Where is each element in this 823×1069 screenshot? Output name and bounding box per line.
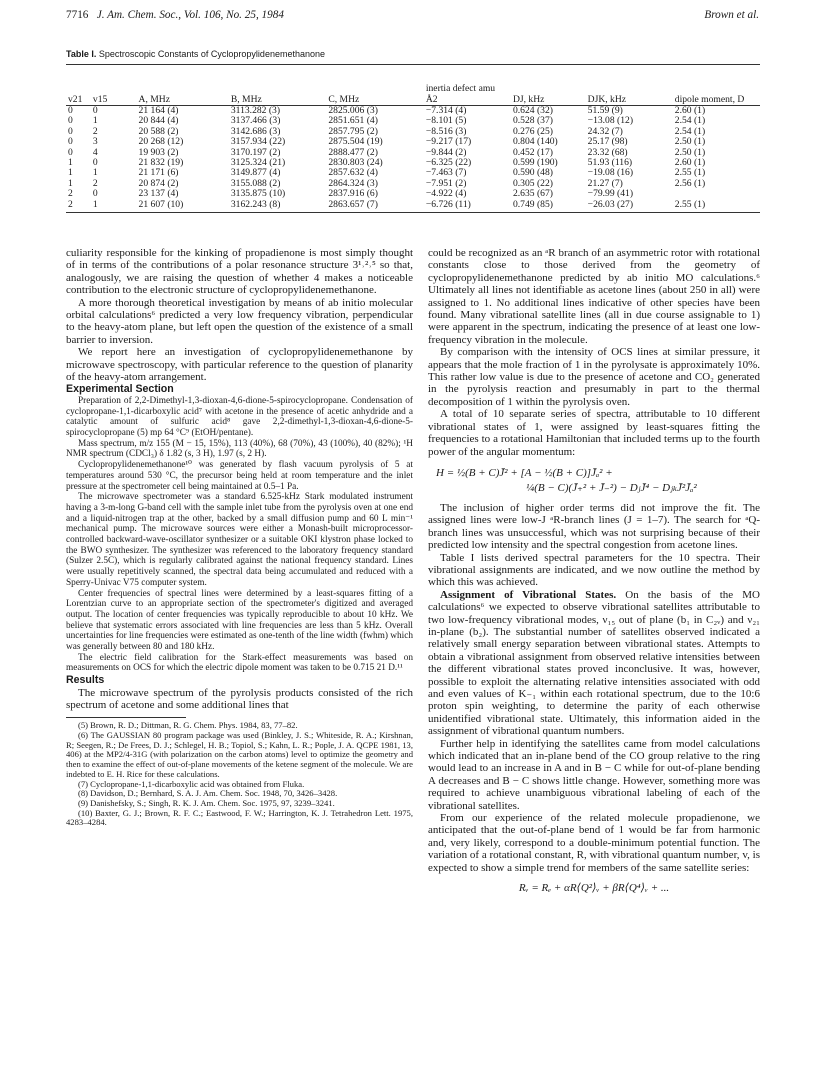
table-cell: 3125.324 (21) (230, 157, 286, 169)
table-cell: 0.624 (32) (512, 105, 553, 116)
table-cell: 2888.477 (2) (328, 146, 378, 158)
table-header-cell: dipole moment, D (673, 65, 760, 106)
paragraph: Center frequencies of spectral lines were determined by a least-squares fitting of a Lorentzian curve to an appropriate section of the spectrometer's digitized and averaged output. The location of center frequencies was typically reproducible to about 10 kHz. We believe that systematic errors associated with line frequencies are less than 5 kHz. Overall uncertainties for line frequencies were estimated as one-tenth of the line width (fwhm) which was generally between 80 and 180 kHz. (66, 588, 413, 653)
table-caption-text: Spectroscopic Constants of Cyclopropylidenemethanone (98, 49, 325, 59)
paragraph: From our experience of the related molecule propadienone, we anticipated that the out-of-plane bend of 1 would be far from harmonic and, very likely, correspond to a double-minimum potential function. The variation of a rotational constant, R, with vibrational quantum number, v, is expected to show a simple trend for members of the same satellite series: (428, 812, 760, 874)
table-cell: 24.32 (7) (587, 125, 623, 137)
table-cell: 0.305 (22) (512, 177, 553, 189)
paragraph (428, 589, 760, 738)
table-cell: 23 137 (4) (138, 188, 179, 200)
table-cell: 2.54 (1) (674, 115, 706, 127)
page-number: 7716 (66, 9, 89, 21)
table-cell: 4 (92, 146, 98, 158)
table-cell: 2825.006 (3) (328, 105, 378, 116)
table-body (66, 106, 760, 213)
running-header (66, 9, 759, 25)
equation-line: H = ½(B + C)J̄² + [A − ½(B + C)]J̄ₐ² + (436, 466, 613, 479)
footnote: (9) Danishefsky, S.; Singh, R. K. J. Am. Chem. Soc. 1975, 97, 3239–3241. (78, 798, 335, 808)
footnote: (6) The GAUSSIAN 80 program package was used (Binkley, J. S.; Whiteside, R. A.; Kirshnan, R; Seegen, R.; De Frees, D. J.; Schlegel, H. B.; Topiol, S.; Kahn, L. R.; Pople, J. A. QCPE 1981, 13, 406) at the MP2/4-31G (with polarization on the carbon atoms) level to optimize the geometry and then to examine the effect of out-of-plane movements of the ketene segment of the molecule. We are indebted to E. H. Rice for these calculations. (66, 730, 413, 779)
table-cell: 3157.934 (22) (230, 136, 286, 148)
table-cell: 3155.088 (2) (230, 177, 281, 189)
table-cell: 3149.877 (4) (230, 167, 281, 179)
table-cell: 19 903 (2) (138, 146, 179, 158)
right-column (428, 247, 760, 895)
table-cell: 0 (68, 136, 73, 148)
table-cell: 2.56 (1) (674, 177, 706, 189)
table-cell: 3170.197 (2) (230, 146, 281, 158)
table-cell: 20 588 (2) (138, 125, 179, 137)
table-cell: 0 (92, 157, 98, 169)
table-cell: 2.54 (1) (674, 125, 706, 137)
table-cell: 0.452 (17) (512, 146, 553, 158)
table-cell: 51.59 (9) (587, 105, 623, 116)
table-cell: 0.590 (48) (512, 167, 553, 179)
table-cell: 2 (92, 125, 98, 137)
table-cell: 3162.243 (8) (229, 200, 327, 213)
table-header-cell: B, MHz (229, 65, 327, 106)
table-cell: 3113.282 (3) (230, 105, 281, 116)
table-cell: 3 (92, 136, 98, 148)
paragraph-text: On the basis of the MO calculations⁶ we expected to observe vibrational satellites attributable to two low-frequency vibrational modes, ν₁₅ out of plane (b₁ in C₂ᵥ) and ν₂₁ in-plane (b₂). The substantial number of satellites observed indicated a relatively small energy separation between vibrational states. Attempts to obtain a vibrational assignment from observed relative intensities between the different vibrational states proved inconclusive. It was, however, possible to exploit the alternating relative intensities associated with odd and even values of K₋₁ within each rotational spectrum, due to the 10:6 proton spin weighting, to determine the parity of each otherwise unidentified vibrational state. Ultimately, this information aided in the assignment of vibrational quantum numbers. (428, 588, 760, 738)
table-cell: 1 (68, 157, 73, 169)
table-caption (66, 49, 325, 59)
table-cell: 1 (68, 167, 73, 179)
table-cell: 0.599 (190) (512, 157, 558, 169)
table-cell: 51.93 (116) (587, 157, 633, 169)
equation-line: ¼(B − C)(J̄₊² + J̄₋²) − DⱼJ̄⁴ − DⱼₖJ̄²J̄ₐ² (526, 481, 697, 494)
paragraph: A total of 10 separate series of spectra, attributable to 10 different vibrational states of 1, were assigned by least-squares fitting the frequencies to a rotational Hamiltonian that included terms up to the fourth power of the angular momentum: (428, 408, 760, 458)
paragraph: A more thorough theoretical investigation by means of ab initio molecular orbital calculations⁶ predicted a very low frequency vibration, perpendicular to the heavy-atom plane, but left open the question of the existence of a small barrier to inversion. (66, 296, 413, 346)
table-cell: 2 (68, 188, 73, 200)
rotational-constant-equation: Rᵥ = Rₑ + αR⟨Q²⟩ᵥ + βR⟨Q⁴⟩ᵥ + ... (518, 882, 670, 895)
table-cell: 2864.324 (3) (328, 177, 378, 189)
table-cell: 20 874 (2) (138, 177, 179, 189)
section-heading-experimental: Experimental Section (66, 383, 174, 396)
table-label: Table I. (66, 49, 97, 59)
table-cell: −79.99 (41) (587, 188, 634, 200)
footnote: (7) Cyclopropane-1,1-dicarboxylic acid was obtained from Fluka. (78, 778, 305, 789)
table-cell: 21 832 (19) (138, 157, 184, 169)
table-cell: 3142.686 (3) (230, 125, 281, 137)
section-heading-results: Results (66, 674, 105, 687)
footnote-rule (66, 717, 186, 718)
table-cell: −8.516 (3) (425, 125, 467, 137)
table-cell: 2837.916 (6) (328, 188, 378, 200)
table-cell: 3135.875 (10) (230, 188, 286, 200)
paragraph: By comparison with the intensity of OCS lines at similar pressure, it appears that the mole fraction of 1 in the pyrolysate is approximately 10%. This rather low value is due to the presence of acetone and CO₂ generated in the pyrolysis reaction and presumably in part to the thermal decomposition of 1 within the pyrolysis oven. (428, 346, 760, 408)
table-header-cell: C, MHz (326, 65, 424, 106)
table-cell: 2.50 (1) (674, 136, 706, 148)
paragraph: Further help in identifying the satellites came from model calculations which indicated that an in-plane bend of the CO group relative to the ring would lead to an increase in A and in B − C while for out-of-plane bending A decreases and B − C shows little change. However, something more was required to achieve unambiguous vibrational labeling of each of the vibrational satellites. (428, 737, 760, 812)
table-row (66, 200, 760, 213)
paragraph: The inclusion of higher order terms did not improve the fit. The assigned lines were low-J ᵃR-branch lines (J = 1–7). The search for ᵃQ-branch lines was unsuccessful, which was not surprising because of their predicted low intensity and the spectral congestion from acetone lines. (428, 501, 760, 552)
table-cell: −19.08 (16) (587, 167, 634, 179)
table-cell: 3137.466 (3) (230, 115, 281, 127)
journal-citation: J. Am. Chem. Soc., Vol. 106, No. 25, 1984 (96, 9, 284, 21)
table-cell: 2863.657 (7) (326, 200, 424, 213)
header-authors: Brown et al. (704, 9, 759, 21)
table-cell: 0 (68, 115, 73, 127)
table-cell: 2 (92, 177, 98, 189)
table-cell: 20 268 (12) (138, 136, 184, 148)
table-cell: 2.60 (1) (674, 157, 706, 169)
paragraph: Table I lists derived spectral parameters for the 10 spectra. Their vibrational assignments are indicated, and we now outline the method by which this was achieved. (428, 551, 760, 589)
table-cell: 0.276 (25) (512, 125, 553, 137)
table-cell: 0 (92, 105, 98, 116)
table-header-cell: DJ, kHz (511, 65, 586, 106)
table-cell: 2.60 (1) (674, 105, 706, 116)
table-cell: −7.463 (7) (425, 167, 467, 179)
table-cell: −13.08 (12) (587, 115, 634, 127)
table-cell: 0 (68, 146, 73, 158)
table-cell: 20 844 (4) (138, 115, 179, 127)
table-header-row (66, 65, 760, 106)
table-cell: 2 (66, 200, 91, 213)
footnote: (5) Brown, R. D.; Dittman, R. G. Chem. Phys. 1984, 83, 77–82. (78, 720, 298, 731)
footnotes (66, 721, 413, 828)
table-cell: −4.922 (4) (425, 188, 467, 200)
table-cell: 0.749 (85) (511, 200, 586, 213)
table-cell: 1 (91, 200, 137, 213)
table-cell: −6.325 (22) (425, 157, 472, 169)
header-left (66, 9, 284, 21)
table-cell: 1 (92, 115, 98, 127)
table-header-cell: v15 (91, 65, 137, 106)
table-cell: −6.726 (11) (424, 200, 511, 213)
table-cell: 2851.651 (4) (328, 115, 378, 127)
paragraph: The microwave spectrum of the pyrolysis products consisted of the rich spectrum of acetone and some additional lines that (66, 686, 413, 711)
paragraph: The electric field calibration for the Stark-effect measurements was based on measurements on OCS for which the electric dipole moment was taken to be 0.715 21 D.¹¹ (66, 652, 413, 674)
table-cell: 2830.803 (24) (328, 157, 383, 169)
table-cell: 1 (92, 167, 98, 179)
table-cell: 23.32 (68) (587, 146, 628, 158)
table-cell: 2.55 (1) (673, 200, 760, 213)
table-header-cell: v21 (66, 65, 91, 106)
table-cell: 2857.795 (2) (328, 125, 378, 137)
spectroscopic-constants-table (66, 64, 760, 213)
paragraph: The microwave spectrometer was a standard 6.525-kHz Stark modulated instrument having a 3-m-long G-band cell with the sample inlet tube from the pyrolysis oven at one end and a liquid-nitrogen trap at the other, backed by a small diffusion pump and 60 L min⁻¹ mechanical pump. The microwave sources were either a Monash-built microprocessor-controlled backward-wave-oscillator synthesizer or a suitable OKI klystron phase locked to the BWO synthesizer. The synthesizer was referenced to the laboratory frequency standard (Sulzer 2.5C), which is regularly calibrated against the national frequency standard. Lines were usually repetitively scanned, the spectral data being accumulated and reduced with a Sperry-Univac V75 computer system. (66, 492, 413, 588)
hamiltonian-equation (428, 466, 760, 496)
table-header-cell: A, MHz (137, 65, 229, 106)
table-cell: 21 607 (10) (137, 200, 229, 213)
run-in-heading: Assignment of Vibrational States. (440, 588, 617, 601)
footnote: (10) Baxter, G. J.; Brown, R. F. C.; Eastwood, F. W.; Harrington, K. J. Tetrahedron Lett. 1975, 4283–4284. (66, 807, 413, 828)
left-column (66, 247, 413, 828)
table-cell: 0.804 (140) (512, 136, 558, 148)
table-cell: 21.27 (7) (587, 177, 623, 189)
table-cell: 0 (92, 188, 98, 200)
table-cell: 21 164 (4) (138, 105, 179, 116)
table-cell: −26.03 (27) (586, 200, 673, 213)
table-cell: 1 (68, 177, 73, 189)
paragraph: Preparation of 2,2-Dimethyl-1,3-dioxan-4,6-dione-5-spirocyclopropane. Condensation of cyclopropane-1,1-dicarboxylic acid⁷ with acetone in the presence of acetic anhydride and a catalytic amount of sulfuric acid⁸ gave 2,2-dimethyl-1,3-dioxan-4,6-dione-5-spirocyclopropane (5) mp 64 °C⁹ (EtOH/pentane). (66, 395, 413, 438)
table-cell: 0.528 (37) (512, 115, 553, 127)
table-cell: −8.101 (5) (425, 115, 467, 127)
table-cell: −7.314 (4) (425, 105, 467, 116)
table-cell: −9.217 (17) (425, 136, 472, 148)
paragraph: Mass spectrum, m/z 155 (M − 15, 15%), 113 (40%), 68 (70%), 43 (100%), 40 (82%); ¹H NMR spectrum (CDCl₃) δ 1.82 (s, 3 H), 1.97 (s, 2 H). (66, 438, 413, 460)
table-header-cell: inertia defect amu Å2 (424, 65, 511, 106)
paragraph: We report here an investigation of cyclopropylidenemethanone by microwave spectroscopy, with particular reference to the question of planarity of the heavy-atom arrangement. (66, 346, 413, 384)
table-cell: 0 (68, 105, 73, 116)
table-cell: 2875.504 (19) (328, 136, 383, 148)
paragraph: could be recognized as an ᵃR branch of an asymmetric rotor with rotational constants close to those derived from the geometry of cyclopropylidenemethanone predicted by ab initio MO calculations.⁶ Ultimately all lines not identifiable as acetone lines (about 250 in all) were assigned to 1. No additional lines indicative of other species have been found. Many vibrational satellite lines (all in due course assignable to 1) were apparent in the spectrum, indicating the presence of at least one low-frequency vibration in the molecule. (428, 247, 760, 346)
table-cell: 21 171 (6) (138, 167, 179, 179)
table-cell: 0 (68, 125, 73, 137)
paragraph: Cyclopropylidenemethanone¹⁰ was generated by flash vacuum pyrolysis of 5 at temperatures around 530 °C, the precursor being held at room temperature and the inlet pressure at the spectrometer cell being maintained at 0.5–1 Pa. (66, 460, 413, 492)
table-cell: 25.17 (98) (587, 136, 628, 148)
table-cell: −9.844 (2) (425, 146, 467, 158)
table-cell: 2857.632 (4) (328, 167, 378, 179)
table-cell: −7.951 (2) (425, 177, 467, 189)
footnote: (8) Davidson, D.; Bernhard, S. A. J. Am. Chem. Soc. 1948, 70, 3426–3428. (78, 788, 338, 799)
table-cell: 2.55 (1) (674, 167, 706, 179)
paragraph: culiarity responsible for the kinking of propadienone is most simply thought of in terms of the contributions of a polar resonance structure 3¹˒²˒⁵ so that, analogously, we are raising the question of whether 4 makes a noticeable contribution to the electronic structure of cyclopropylidenemethanone. (66, 247, 413, 297)
table-cell: 2.635 (67) (512, 188, 553, 200)
table-header-cell: DJK, kHz (586, 65, 673, 106)
table-cell: 2.50 (1) (674, 146, 706, 158)
